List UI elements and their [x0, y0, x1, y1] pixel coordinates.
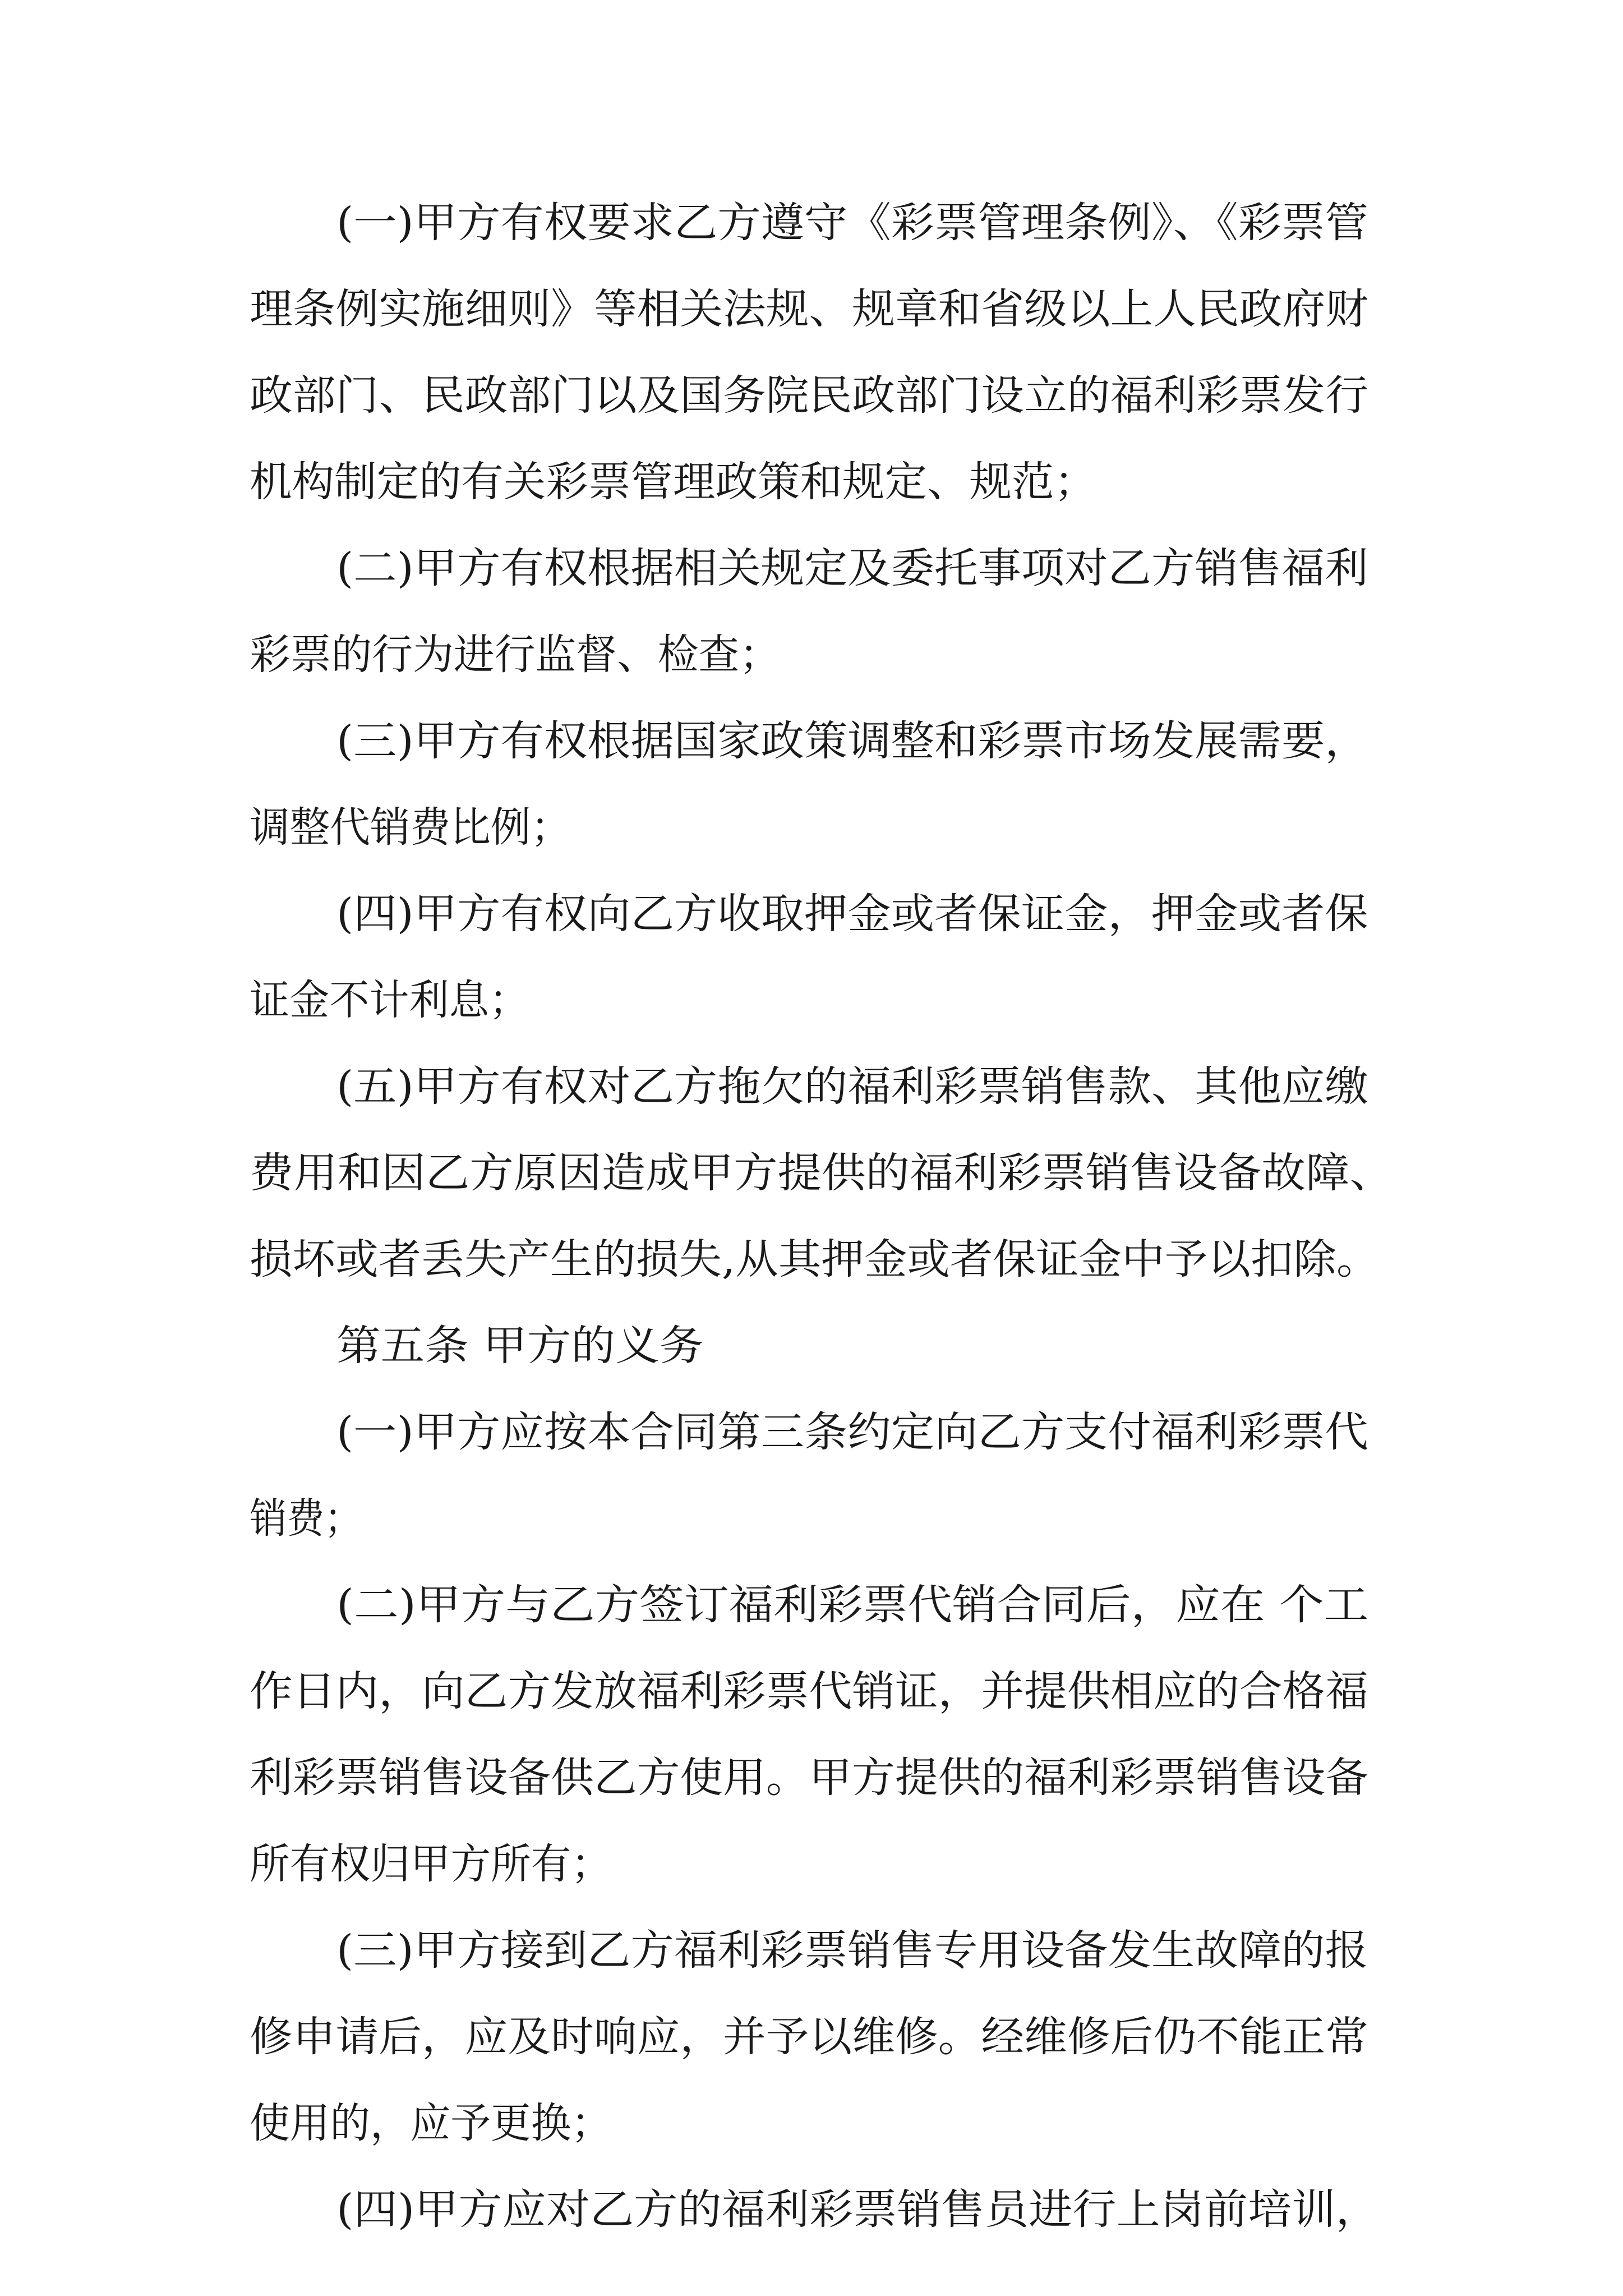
text-line: (三)甲方有权根据国家政策调整和彩票市场发展需要， — [336, 717, 1368, 765]
text-line: 政部门、民政部门以及国务院民政部门设立的福利彩票发行 — [250, 371, 1368, 420]
text-line: (三)甲方接到乙方福利彩票销售专用设备发生故障的报 — [336, 1926, 1368, 1975]
text-line: (一)甲方应按本合同第三条约定向乙方支付福利彩票代 — [336, 1408, 1368, 1456]
text-line: 销费； — [250, 1494, 362, 1543]
text-line: 调整代销费比例； — [250, 803, 571, 852]
text-line: 修申请后，应及时响应，并予以维修。经维修后仍不能正常 — [250, 2013, 1368, 2061]
text-line: (四)甲方应对乙方的福利彩票销售员进行上岗前培训， — [336, 2185, 1380, 2234]
text-line: (二)甲方有权根据相关规定及委托事项对乙方销售福利 — [336, 544, 1368, 592]
text-line: (五)甲方有权对乙方拖欠的福利彩票销售款、其他应缴 — [336, 1062, 1368, 1111]
text-line: (一)甲方有权要求乙方遵守《彩票管理条例》、《彩票管 — [336, 199, 1368, 247]
text-line: 费用和因乙方原因造成甲方提供的福利彩票销售设备故障、 — [250, 1149, 1394, 1197]
text-line: 损坏或者丢失产生的损失,从其押金或者保证金中予以扣除。 — [250, 1235, 1380, 1283]
text-line: 利彩票销售设备供乙方使用。甲方提供的福利彩票销售设备 — [250, 1754, 1368, 1802]
text-line: 理条例实施细则》等相关法规、规章和省级以上人民政府财 — [250, 285, 1368, 333]
text-line: 使用的，应予更换； — [250, 2099, 611, 2147]
text-line: 证金不计利息； — [250, 976, 529, 1024]
text-line: 作日内，向乙方发放福利彩票代销证，并提供相应的合格福 — [250, 1667, 1368, 1715]
text-line: (四)甲方有权向乙方收取押金或者保证金，押金或者保 — [336, 890, 1368, 938]
section-heading: 第五条 甲方的义务 — [336, 1322, 704, 1370]
text-line: 所有权归甲方所有； — [250, 1840, 611, 1888]
text-line: 彩票的行为进行监督、检查； — [250, 631, 780, 679]
text-line: 机构制定的有关彩票管理政策和规定、规范； — [250, 458, 1096, 506]
text-line: (二)甲方与乙方签订福利彩票代销合同后，应在 个工 — [336, 1581, 1369, 1629]
